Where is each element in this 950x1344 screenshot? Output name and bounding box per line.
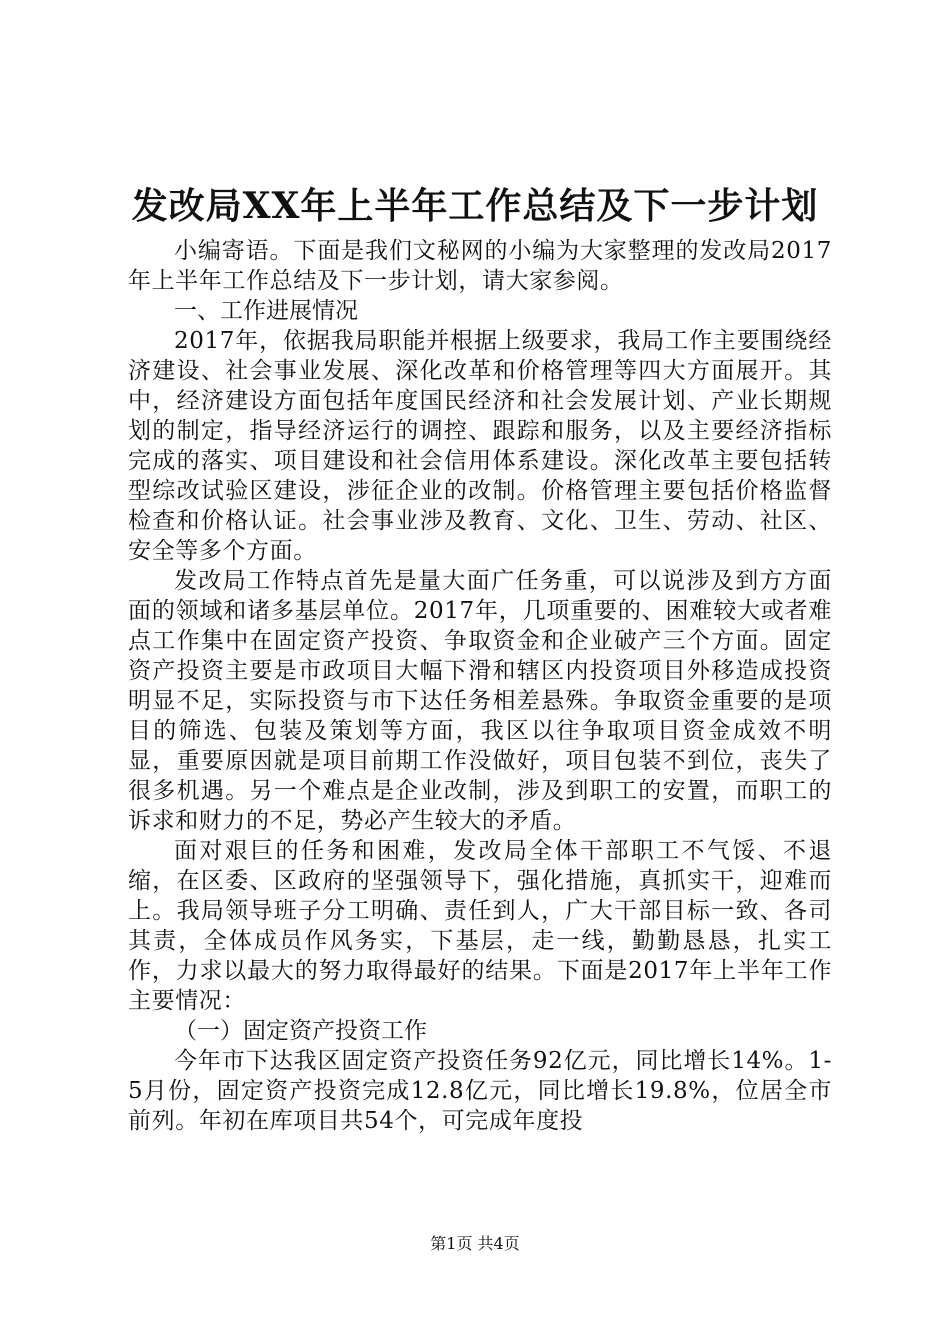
page-footer: 第1页 共4页 [430,1234,520,1253]
body-paragraph: 今年市下达我区固定资产投资任务92亿元，同比增长14%。1-5月份，固定资产投资完成12.8亿元，同比增长19.8%，位居全市前列。年初在库项目共54个，可完成年度投 [128,1048,832,1134]
subsection-heading-investment: （一）固定资产投资工作 [174,1018,427,1044]
intro-paragraph: 小编寄语。下面是我们文秘网的小编为大家整理的发改局2017年上半年工作总结及下一步计划，请大家参阅。 [128,238,832,294]
section-heading-progress: 一、工作进展情况 [174,298,358,324]
body-paragraph: 2017年，依据我局职能并根据上级要求，我局工作主要围绕经济建设、社会事业发展、深化改革和价格管理等四大方面展开。其中，经济建设方面包括年度国民经济和社会发展计划、产业长期规划的制定，指导经济运行的调控、跟踪和服务，以及主要经济指标完成的落实、项目建设和社会信用体系建设。深化改革主要包括转型综改试验区建设，涉征企业的改制。价格管理主要包括价格监督检查和价格认证。社会事业涉及教育、文化、卫生、劳动、社区、安全等多个方面。 [128,328,832,564]
body-paragraph: 面对艰巨的任务和困难，发改局全体干部职工不气馁、不退缩，在区委、区政府的坚强领导下，强化措施，真抓实干，迎难而上。我局领导班子分工明确、责任到人，广大干部目标一致、各司其责，全体成员作风务实，下基层，走一线，勤勤恳恳，扎实工作，力求以最大的努力取得最好的结果。下面是2017年上半年工作主要情况： [128,838,832,1014]
document-body [128,236,832,1136]
body-paragraph: 发改局工作特点首先是量大面广任务重，可以说涉及到方方面面的领域和诸多基层单位。2017年，几项重要的、困难较大或者难点工作集中在固定资产投资、争取资金和企业破产三个方面。固定资产投资主要是市政项目大幅下滑和辖区内投资项目外移造成投资明显不足，实际投资与市下达任务相差悬殊。争取资金重要的是项目的筛选、包装及策划等方面，我区以往争取项目资金成效不明显，重要原因就是项目前期工作没做好，项目包装不到位，丧失了很多机遇。另一个难点是企业改制，涉及到职工的安置，而职工的诉求和财力的不足，势必产生较大的矛盾。 [128,568,832,834]
document-title: 发改局XX年上半年工作总结及下一步计划 [131,185,819,227]
